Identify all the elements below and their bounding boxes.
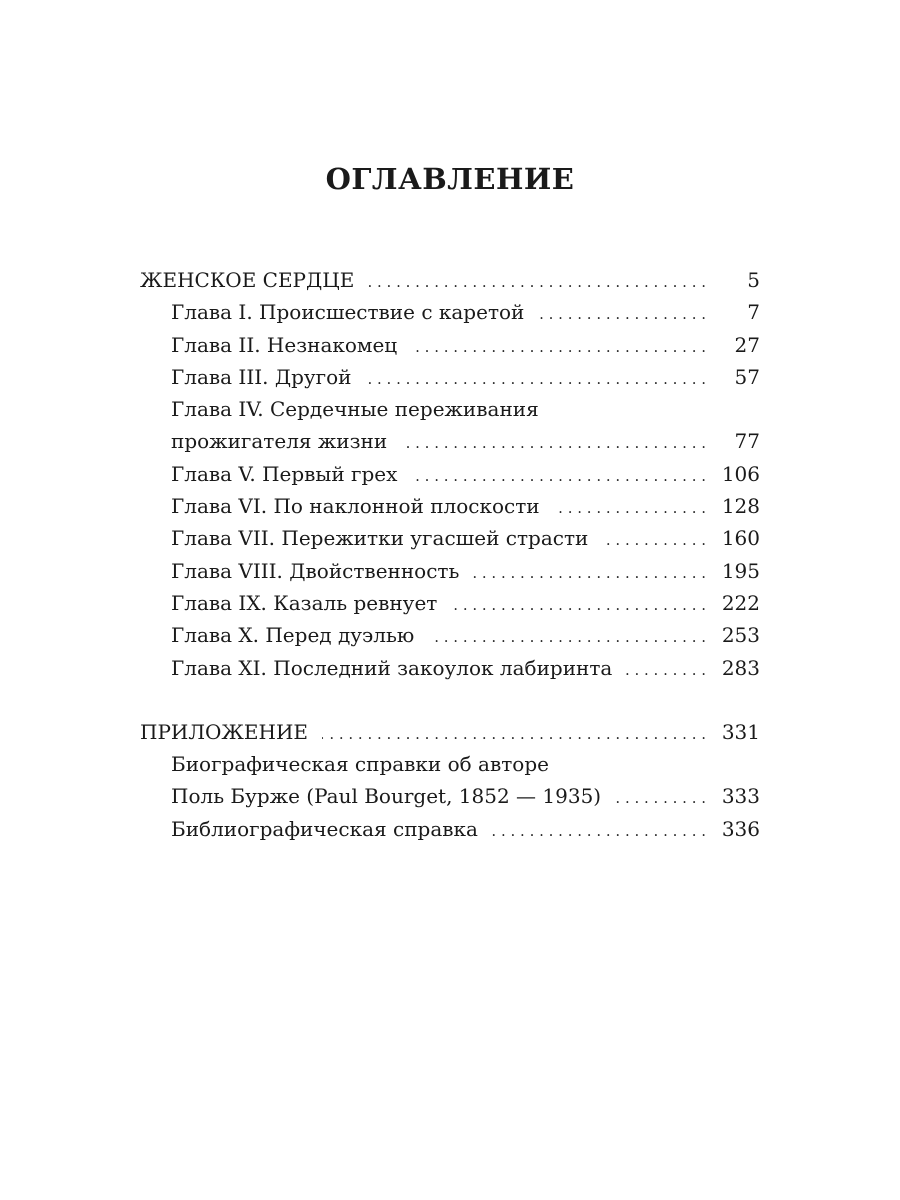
toc-entry xyxy=(140,361,760,393)
toc-entry-label: Глава VI. По наклонной плоскости xyxy=(171,494,540,519)
toc-entry-line2 xyxy=(140,780,760,812)
dot-leader xyxy=(411,460,706,492)
toc-entry xyxy=(140,458,760,490)
dot-leader xyxy=(368,266,706,298)
toc-entry-line2 xyxy=(140,425,760,457)
toc-entry-label: Биографическая справки об авторе xyxy=(171,752,549,777)
toc-entry xyxy=(140,652,760,684)
dot-leader xyxy=(602,524,706,556)
table-of-contents xyxy=(140,264,760,845)
toc-entry xyxy=(140,522,760,554)
toc-entry xyxy=(140,555,760,587)
toc-page-number: 333 xyxy=(721,784,760,809)
dot-leader xyxy=(366,363,706,395)
toc-entry-label: Глава XI. Последний закоулок лабиринта xyxy=(171,655,613,680)
toc-page-number: 253 xyxy=(721,623,760,648)
page-title: ОГЛАВЛЕНИЕ xyxy=(325,162,575,196)
toc-entry xyxy=(140,329,760,361)
dot-leader xyxy=(538,298,706,330)
toc-entry-label: Глава IX. Казаль ревнует xyxy=(171,590,438,615)
toc-section-heading xyxy=(140,716,760,748)
toc-page-number: 283 xyxy=(721,655,760,680)
dot-leader xyxy=(428,621,706,653)
toc-entry-label: Библиографическая справка xyxy=(171,816,478,841)
toc-entry-line1 xyxy=(140,393,760,425)
toc-page-number: 336 xyxy=(721,816,760,841)
toc-entry-label: Глава X. Перед дуэлью xyxy=(171,623,415,648)
dot-leader xyxy=(401,427,706,459)
dot-leader xyxy=(473,557,706,589)
toc-entry xyxy=(140,490,760,522)
toc-entry-label: ЖЕНСКОЕ СЕРДЦЕ xyxy=(140,268,355,292)
dot-leader xyxy=(411,331,706,363)
toc-section-zhenskoe-serdtse xyxy=(140,264,760,684)
toc-page-number: 7 xyxy=(747,300,760,325)
toc-entry-label: прожигателя жизни xyxy=(171,429,388,454)
toc-entry-label: ПРИЛОЖЕНИЕ xyxy=(140,719,308,744)
toc-entry xyxy=(140,619,760,651)
toc-entry xyxy=(140,296,760,328)
toc-entry xyxy=(140,587,760,619)
toc-entry-label: Глава IV. Сердечные переживания xyxy=(171,397,539,422)
toc-page-number: 5 xyxy=(747,268,760,292)
toc-entry-line1 xyxy=(140,748,760,780)
toc-page-number: 106 xyxy=(721,461,760,486)
dot-leader xyxy=(451,589,706,621)
toc-section-prilozhenie xyxy=(140,716,760,845)
toc-entry-label: Поль Бурже (Paul Bourget, 1852 — 1935) xyxy=(171,784,602,809)
dot-leader xyxy=(554,492,706,524)
dot-leader xyxy=(626,654,706,686)
toc-page-number: 195 xyxy=(721,558,760,583)
dot-leader xyxy=(615,782,706,814)
toc-entry-label: Глава V. Первый грех xyxy=(171,461,398,486)
dot-leader xyxy=(322,718,706,750)
toc-section-heading xyxy=(140,264,760,296)
toc-page-number: 57 xyxy=(734,364,760,389)
toc-page-number: 27 xyxy=(734,332,760,357)
toc-page-number: 222 xyxy=(721,590,760,615)
toc-entry-label: Глава II. Незнакомец xyxy=(171,332,398,357)
toc-page-number: 160 xyxy=(721,526,760,551)
toc-entry xyxy=(140,813,760,845)
dot-leader xyxy=(492,815,706,847)
toc-entry-label: Глава I. Происшествие с каретой xyxy=(171,300,525,325)
toc-entry-label: Глава III. Другой xyxy=(171,364,352,389)
toc-entry-label: Глава VII. Пережитки угасшей страсти xyxy=(171,526,589,551)
toc-entry-label: Глава VIII. Двойственность xyxy=(171,558,460,583)
toc-page-number: 331 xyxy=(721,719,760,744)
toc-page-number: 128 xyxy=(721,494,760,519)
toc-page-number: 77 xyxy=(734,429,760,454)
